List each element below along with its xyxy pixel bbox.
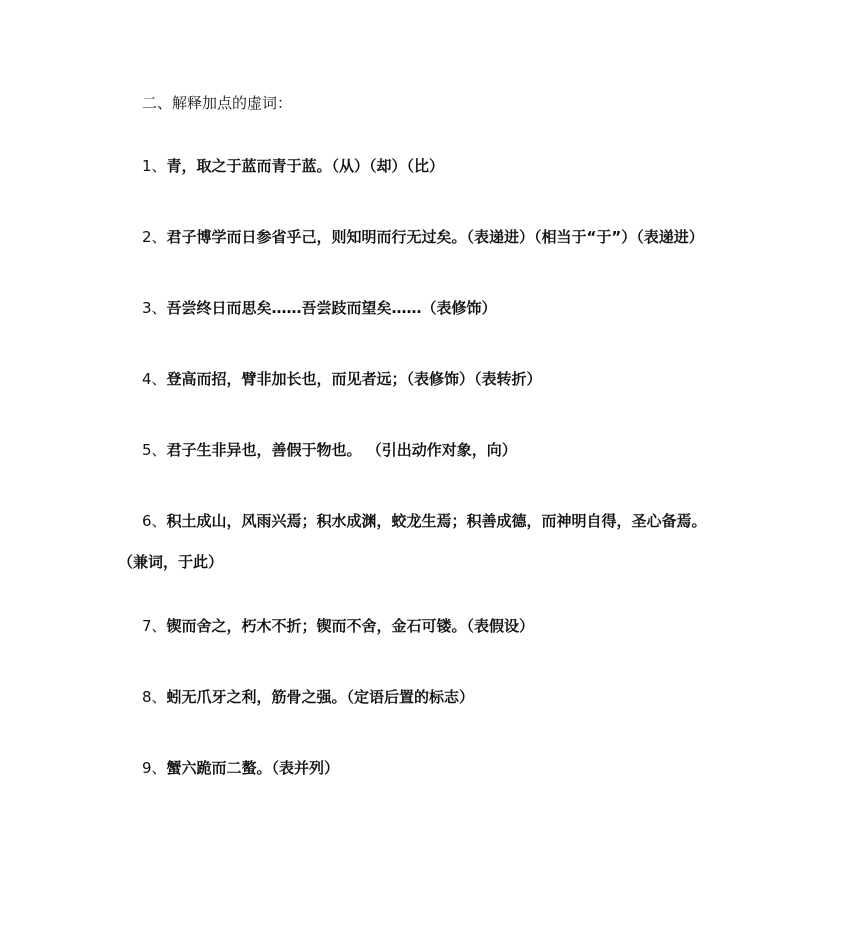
item-number: 4、 <box>142 370 167 388</box>
item-text: 吾尝终日而思矣……吾尝跂而望矣……（表修饰） <box>166 299 497 317</box>
item-text: 积土成山，风雨兴焉；积水成渊，蛟龙生焉；积善成德，而神明自得，圣心备焉。 <box>166 512 707 530</box>
item-number: 3、 <box>142 299 167 317</box>
item-text: 蚓无爪牙之利，筋骨之强。（定语后置的标志） <box>166 688 475 706</box>
list-item <box>118 606 768 647</box>
item-number: 7、 <box>142 617 167 635</box>
item-text: 登高而招，臂非加长也，而见者远；（表修饰）（表转折） <box>166 370 542 388</box>
item-number: 5、 <box>142 441 167 459</box>
item-number: 8、 <box>142 688 167 706</box>
item-continuation: （兼词，于此） <box>118 553 224 571</box>
item-text: 蟹六跪而二螯。（表并列） <box>166 759 340 777</box>
list-item <box>118 146 768 187</box>
item-number: 6、 <box>142 512 167 530</box>
item-number: 9、 <box>142 759 167 777</box>
list-item <box>118 359 768 400</box>
list-item <box>118 288 768 329</box>
item-number: 2、 <box>142 228 167 246</box>
list-item <box>118 430 768 471</box>
item-text: 君子生非异也，善假于物也。 （引出动作对象，向） <box>166 441 517 459</box>
list-item <box>118 677 768 718</box>
section-heading: 二、解释加点的虚词： <box>142 94 293 112</box>
item-text: 青，取之于蓝而青于蓝。（从）（却）（比） <box>166 157 445 175</box>
item-number: 1、 <box>142 157 167 175</box>
list-item <box>118 748 768 789</box>
list-item <box>118 217 768 258</box>
item-text: 锲而舍之，朽木不折；锲而不舍，金石可镂。（表假设） <box>166 617 535 635</box>
list-item <box>118 501 768 583</box>
item-text: 君子博学而日参省乎己，则知明而行无过矣。（表递进）（相当于“于”）（表递进） <box>166 228 704 246</box>
